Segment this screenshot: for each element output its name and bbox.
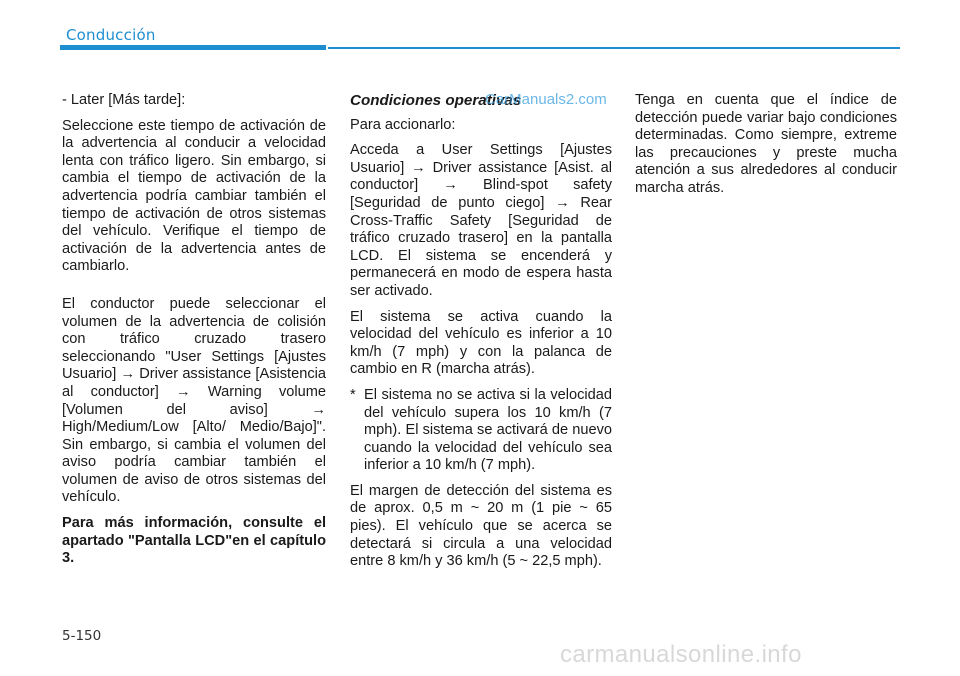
paragraph-detection-rate: Tenga en cuenta que el índice de detección puede variar bajo condiciones determinadas. Como siempre, extreme las precauciones y preste mucha atención a sus alrededores al conducir marcha atrás. [635,92,897,196]
paragraph-settings-path: Acceda a User Settings [Ajustes Usuario] → Driver assistance [Asist. al conductor] → Blind-spot safety [Seguridad de punto ciego] → Rear Cross-Traffic Safety [Seguridad de tráfico cruzado trasero] en la pantalla LCD. El sistema se encenderá y permanecerá en modo de espera hasta ser activado. [350,142,612,299]
header-rule-thin [328,47,900,49]
watermark-carmanuals2: CarManuals2.com [485,91,607,108]
paragraph-warning-volume: El conductor puede seleccionar el volumen de la advertencia de colisión con tráfico cruzado trasero seleccionando "User Settings [Ajustes Usuario] → Driver assistance [Asistencia al conductor] → Warning volume [Volumen del aviso] → High/Medium/Low [Alto/ Medio/Bajo]". Sin embargo, si cambia el volumen del aviso podría cambiar también el volumen de aviso de otros sistemas del vehículo. [62,295,326,506]
column-right [635,92,897,206]
operating-conditions-heading: Condiciones operativas [350,92,522,109]
section-title: Conducción [66,26,156,44]
paragraph-detection-range: El margen de detección del sistema es de aprox. 0,5 m ~ 20 m (1 pie ~ 65 pies). El vehículo que se acerca se detectará si circula a una velocidad entre 8 km/h y 36 km/h (5 ~ 22,5 mph). [350,482,612,570]
paragraph-activation-time: Seleccione este tiempo de activación de la advertencia al conducir a velocidad lenta con tráfico ligero. Sin embargo, si cambia el tiempo de activación de la advertencia podría cambiar también el tiempo de activación de otros sistemas del vehículo. Verifique el tiempo de activación de la advertencia antes de cambiarlo. [62,117,326,275]
column-left [62,92,326,576]
speed-note [350,387,612,475]
note-text: El sistema no se activa si la velocidad del vehículo supera los 10 km/h (7 mph). El sistema se activará de nuevo cuando la velocidad del vehículo sea inferior a 10 km/h (7 mph). [364,386,612,474]
watermark-carmanualsonline: carmanualsonline.info [560,641,802,668]
header-rule-thick [60,45,326,50]
spacer [62,284,326,296]
note-marker: * [350,386,356,403]
paragraph-to-activate: Para accionarlo: [350,116,456,133]
paragraph-activation-speed: El sistema se activa cuando la velocidad del vehículo es inferior a 10 km/h (7 mph) y con la palanca de cambio en R (marcha atrás). [350,308,612,378]
page-number: 5-150 [62,628,102,644]
column-middle [350,92,612,579]
paragraph-later-option: - Later [Más tarde]: [62,92,186,108]
paragraph-see-lcd: Para más información, consulte el apartado "Pantalla LCD"en el capítulo 3. [62,515,326,567]
